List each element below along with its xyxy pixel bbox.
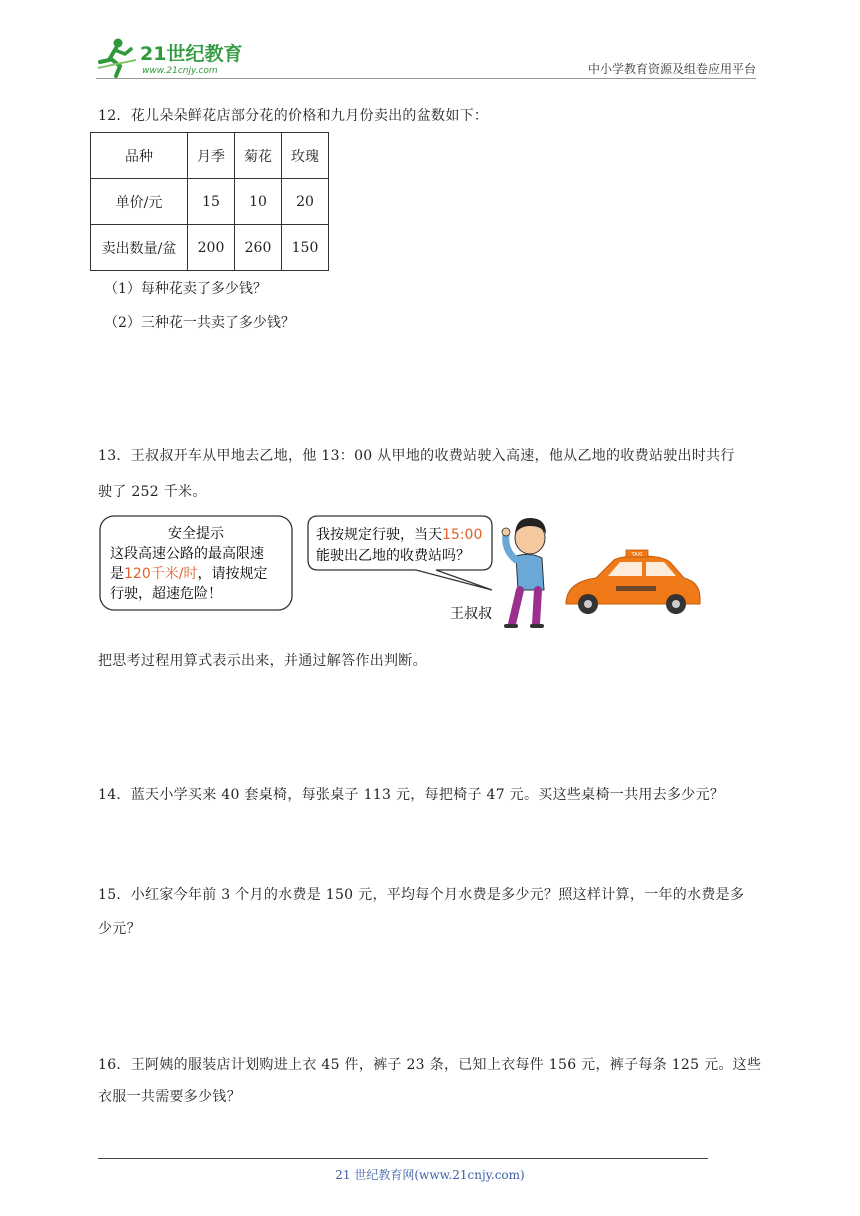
safety-title: 安全提示: [168, 526, 224, 542]
logo-text: 21世纪教育: [140, 43, 243, 65]
speech-line2: 能驶出乙地的收费站吗？: [316, 548, 470, 564]
safety-line2a: 是: [110, 566, 124, 582]
table-row: [91, 133, 329, 179]
svg-text:是120千米/时，请按规定: [110, 565, 267, 582]
q12-text: 12．花儿朵朵鲜花店部分花的价格和九月份卖出的盆数如下：: [98, 108, 489, 124]
table-cell: 月季: [188, 133, 235, 179]
q13-illustration: [96, 512, 706, 637]
svg-text:我按规定行驶，当天15:00: [316, 526, 482, 543]
footer-link[interactable]: 21 世纪教育网(www.21cnjy.com): [335, 1168, 525, 1182]
speed-limit: 120千米/时: [124, 566, 198, 582]
table-cell: 200: [188, 225, 235, 271]
table-cell: 品种: [91, 133, 188, 179]
site-logo: [96, 36, 266, 78]
speech-bubble: [308, 516, 492, 590]
table-cell: 菊花: [235, 133, 282, 179]
taxi-icon: [566, 550, 700, 614]
table-cell: 260: [235, 225, 282, 271]
q15-line1: 15．小红家今年前 3 个月的水费是 150 元，平均每个月水费是多少元？照这样计算，一年的水费是多: [98, 887, 745, 903]
q15-line2: 少元？: [98, 921, 141, 937]
table-cell: 20: [282, 179, 329, 225]
q14-text: 14．蓝天小学买来 40 套桌椅，每张桌子 113 元，每把椅子 47 元。买这些桌椅一共用去多少元？: [98, 787, 725, 803]
safety-notice: [100, 516, 292, 610]
table-row: [91, 179, 329, 225]
table-cell: 单价/元: [91, 179, 188, 225]
table-cell: 15: [188, 179, 235, 225]
speech-line1a: 我按规定行驶，当天: [316, 527, 442, 543]
footer-divider: [98, 1158, 708, 1159]
q16-line1: 16．王阿姨的服装店计划购进上衣 45 件，裤子 23 条，已知上衣每件 156 元，裤子每条 125 元。这些: [98, 1057, 762, 1073]
table-row: [91, 225, 329, 271]
q12-sub2: （2）三种花一共卖了多少钱？: [104, 315, 295, 331]
table-cell: 10: [235, 179, 282, 225]
q13-line1: 13．王叔叔开车从甲地去乙地，他 13：00 从甲地的收费站驶入高速，他从乙地的收费站驶出时共行: [98, 448, 735, 464]
q13-instruction: 把思考过程用算式表示出来，并通过解答作出判断。: [98, 653, 427, 669]
header-platform-text: 中小学教育资源及组卷应用平台: [587, 62, 756, 76]
person-icon: [502, 518, 546, 626]
q16-line2: 衣服一共需要多少钱？: [98, 1089, 241, 1105]
taxi-sign: TAXI: [631, 552, 643, 558]
safety-line2c: ，请按规定: [197, 566, 268, 582]
safety-line3: 行驶，超速危险！: [110, 586, 222, 602]
table-cell: 玫瑰: [282, 133, 329, 179]
q12-sub1: （1）每种花卖了多少钱？: [104, 281, 267, 297]
logo-url: www.21cnjy.com: [142, 66, 218, 76]
person-label: 王叔叔: [450, 606, 492, 622]
flower-price-table: [90, 132, 329, 271]
runner-icon: [98, 39, 136, 77]
q13-line2: 驶了 252 千米。: [98, 484, 207, 500]
header-divider: [96, 78, 756, 79]
table-cell: 卖出数量/盆: [91, 225, 188, 271]
table-cell: 150: [282, 225, 329, 271]
safety-line1: 这段高速公路的最高限速: [110, 546, 264, 562]
time-highlight: 15:00: [442, 527, 483, 543]
